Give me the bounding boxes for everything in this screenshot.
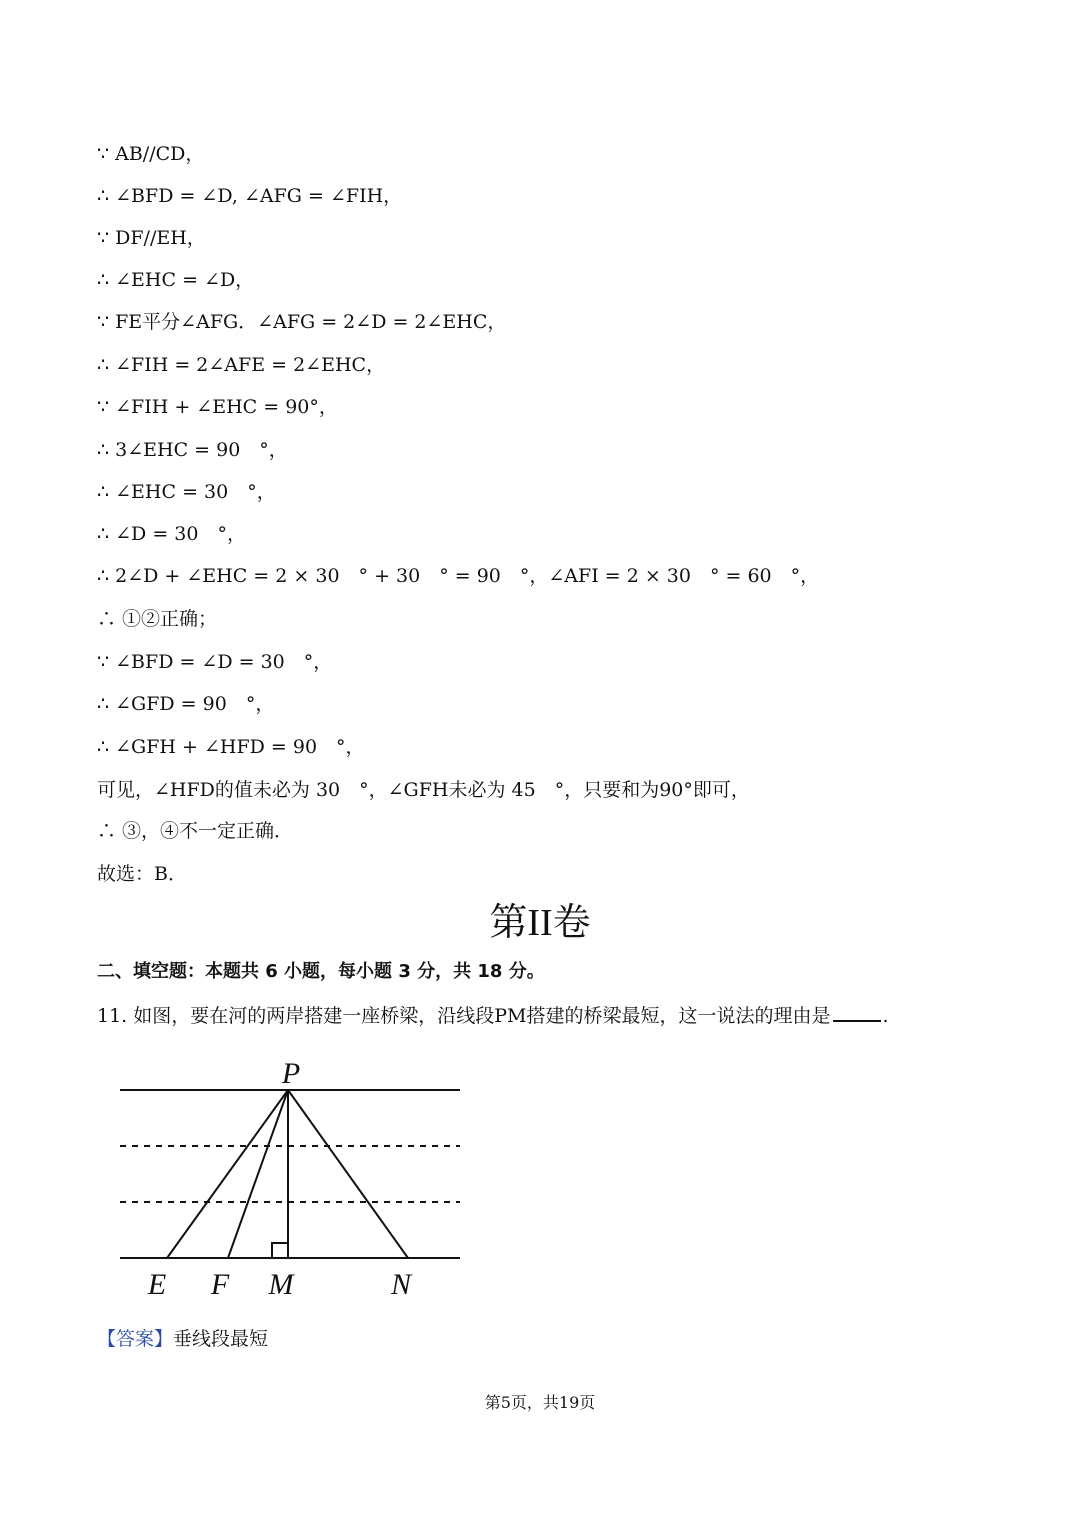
proof-line-18: 故选：B． xyxy=(97,863,187,885)
proof-line-8: ∴ 3∠EHC = 90 °， xyxy=(97,439,288,461)
section-title: 第II卷 xyxy=(489,902,591,944)
page-footer: 第5页，共19页 xyxy=(484,1393,596,1412)
question-11 xyxy=(97,1002,889,1029)
segment-pf xyxy=(228,1090,288,1258)
label-m: M xyxy=(268,1268,294,1301)
proof-line-1: ∵ AB//CD， xyxy=(97,143,205,165)
proof-line-11: ∴ 2∠D + ∠EHC = 2 × 30 ° + 30 ° = 90 °，∠AFI = 2 × 30 ° = 60 °， xyxy=(97,565,820,587)
proof-line-9: ∴ ∠EHC = 30 °， xyxy=(97,481,276,503)
right-angle-mark xyxy=(272,1243,288,1258)
answer xyxy=(97,1326,268,1352)
segment-pe xyxy=(167,1090,288,1258)
proof-line-2: ∴ ∠BFD = ∠D, ∠AFG = ∠FIH， xyxy=(97,185,403,207)
proof-line-13: ∵ ∠BFD = ∠D = 30 °， xyxy=(97,651,333,673)
label-e: E xyxy=(147,1268,167,1301)
proof-line-17: ∴ ③，④不一定正确． xyxy=(97,820,294,842)
proof-line-15: ∴ ∠GFH + ∠HFD = 90 °， xyxy=(97,736,365,758)
proof-line-4: ∴ ∠EHC = ∠D， xyxy=(97,269,255,291)
label-p: P xyxy=(281,1057,301,1090)
proof-line-12: ∴ ①②正确； xyxy=(97,608,218,630)
river-bridge-figure xyxy=(110,1050,480,1310)
proof-line-6: ∴ ∠FIH = 2∠AFE = 2∠EHC， xyxy=(97,354,386,376)
proof-line-10: ∴ ∠D = 30 °， xyxy=(97,523,246,545)
question-end: . xyxy=(882,1005,889,1027)
proof-line-16: 可见，∠HFD的值未必为 30 °，∠GFH未必为 45 °，只要和为90°即可， xyxy=(97,779,750,801)
label-f: F xyxy=(210,1268,230,1301)
answer-blank xyxy=(833,1002,881,1022)
question-text: 11. 如图，要在河的两岸搭建一座桥梁，沿线段PM搭建的桥梁最短，这一说法的理由是 xyxy=(97,1005,831,1027)
proof-line-7: ∵ ∠FIH + ∠EHC = 90°， xyxy=(97,396,338,418)
proof-line-3: ∵ DF//EH， xyxy=(97,227,206,249)
proof-line-14: ∴ ∠GFD = 90 °， xyxy=(97,693,275,715)
proof-line-5: ∵ FE平分∠AFG．∠AFG = 2∠D = 2∠EHC， xyxy=(97,311,507,333)
segment-pn xyxy=(288,1090,408,1258)
answer-label: 【答案】 xyxy=(97,1328,174,1350)
answer-text: 垂线段最短 xyxy=(173,1328,269,1350)
part-heading: 二、填空题：本题共 6 小题，每小题 3 分，共 18 分。 xyxy=(97,961,545,982)
label-n: N xyxy=(390,1268,412,1301)
